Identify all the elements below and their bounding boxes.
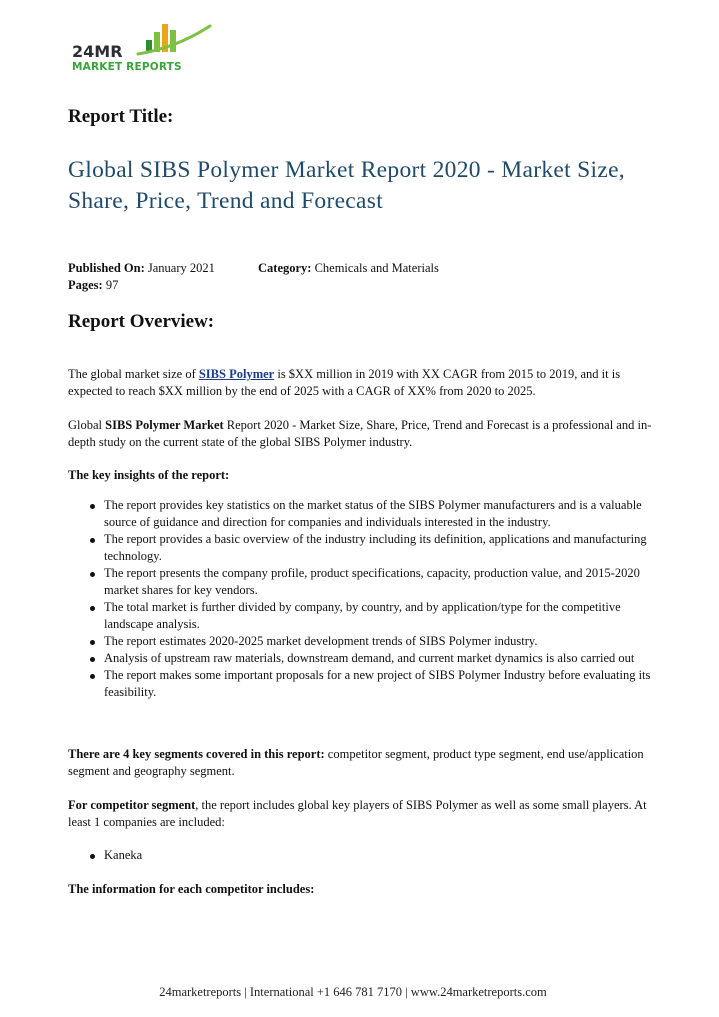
overview-p2-after: Report 2020 - Market Size, Share, Price, Trend and Forecast is a professional and in-depth study on the current state of the global SIBS Polymer industry.	[68, 418, 652, 449]
segments-text: competitor segment, product type segment, end use/application segment and geography segment.	[68, 747, 644, 778]
pages	[68, 277, 118, 294]
list-item: Kaneka	[88, 847, 658, 864]
key-insights-heading-text: The key insights of the report:	[68, 468, 230, 482]
overview-paragraph-1	[68, 366, 658, 400]
report-title-label: Report Title:	[68, 106, 174, 127]
competitor-info-heading-text: The information for each competitor includes:	[68, 882, 315, 896]
competitor-paragraph	[68, 797, 658, 831]
segments-paragraph	[68, 746, 658, 780]
overview-p2-before: Global	[68, 418, 106, 432]
list-item: The total market is further divided by company, by country, and by application/type for the competitive landscape analysis.	[88, 599, 658, 633]
logo-text-24mr: 24MR	[72, 42, 123, 61]
competitor-bold: For competitor segment	[68, 798, 196, 812]
key-insights-heading	[68, 467, 658, 484]
published-value: January 2021	[147, 261, 215, 275]
category	[258, 260, 439, 277]
pages-value: 97	[105, 278, 119, 292]
overview-p1-before: The global market size of	[68, 367, 199, 381]
category-label: Category:	[258, 261, 312, 275]
report-title: Global SIBS Polymer Market Report 2020 - Market Size, Share, Price, Trend and Forecast	[68, 157, 625, 214]
list-item: The report provides a basic overview of the industry including its definition, applications and manufacturing technology.	[88, 531, 658, 565]
overview-p2-bold: SIBS Polymer Market	[105, 418, 224, 432]
report-overview-label: Report Overview:	[68, 311, 215, 332]
competitor-info-heading	[68, 881, 658, 898]
published-label: Published On:	[68, 261, 145, 275]
sibs-polymer-link[interactable]: SIBS Polymer	[198, 367, 275, 381]
category-value: Chemicals and Materials	[314, 261, 439, 275]
segments-bold: There are 4 key segments covered in this report:	[68, 747, 325, 761]
pages-label: Pages:	[68, 278, 103, 292]
list-item: Analysis of upstream raw materials, downstream demand, and current market dynamics is also carried out	[88, 650, 658, 667]
list-item: The report makes some important proposals for a new project of SIBS Polymer Industry before evaluating its feasibility.	[88, 667, 658, 701]
logo-text-market-reports: MARKET REPORTS	[72, 61, 182, 73]
overview-p1-after: is $XX million in 2019 with XX CAGR from 2015 to 2019, and it is expected to reach $XX million by the end of 2025 with a CAGR of XX% from 2020 to 2025.	[68, 367, 621, 398]
list-item: The report presents the company profile, product specifications, capacity, production value, and 2015-2020 market shares for key vendors.	[88, 565, 658, 599]
published-on	[68, 260, 215, 277]
list-item: The report provides key statistics on the market status of the SIBS Polymer manufacturers and is a valuable source of guidance and direction for companies and individuals interested in the industry.	[88, 497, 658, 531]
overview-paragraph-2	[68, 417, 658, 451]
key-insights-list	[88, 497, 658, 701]
company-logo[interactable]	[68, 18, 218, 78]
list-item: The report estimates 2020-2025 market development trends of SIBS Polymer industry.	[88, 633, 658, 650]
competitor-text: , the report includes global key players of SIBS Polymer as well as some small players. At least 1 companies are included:	[68, 798, 647, 829]
page-footer: 24marketreports | International +1 646 781 7170 | www.24marketreports.com	[159, 985, 547, 999]
competitor-list	[88, 847, 658, 864]
